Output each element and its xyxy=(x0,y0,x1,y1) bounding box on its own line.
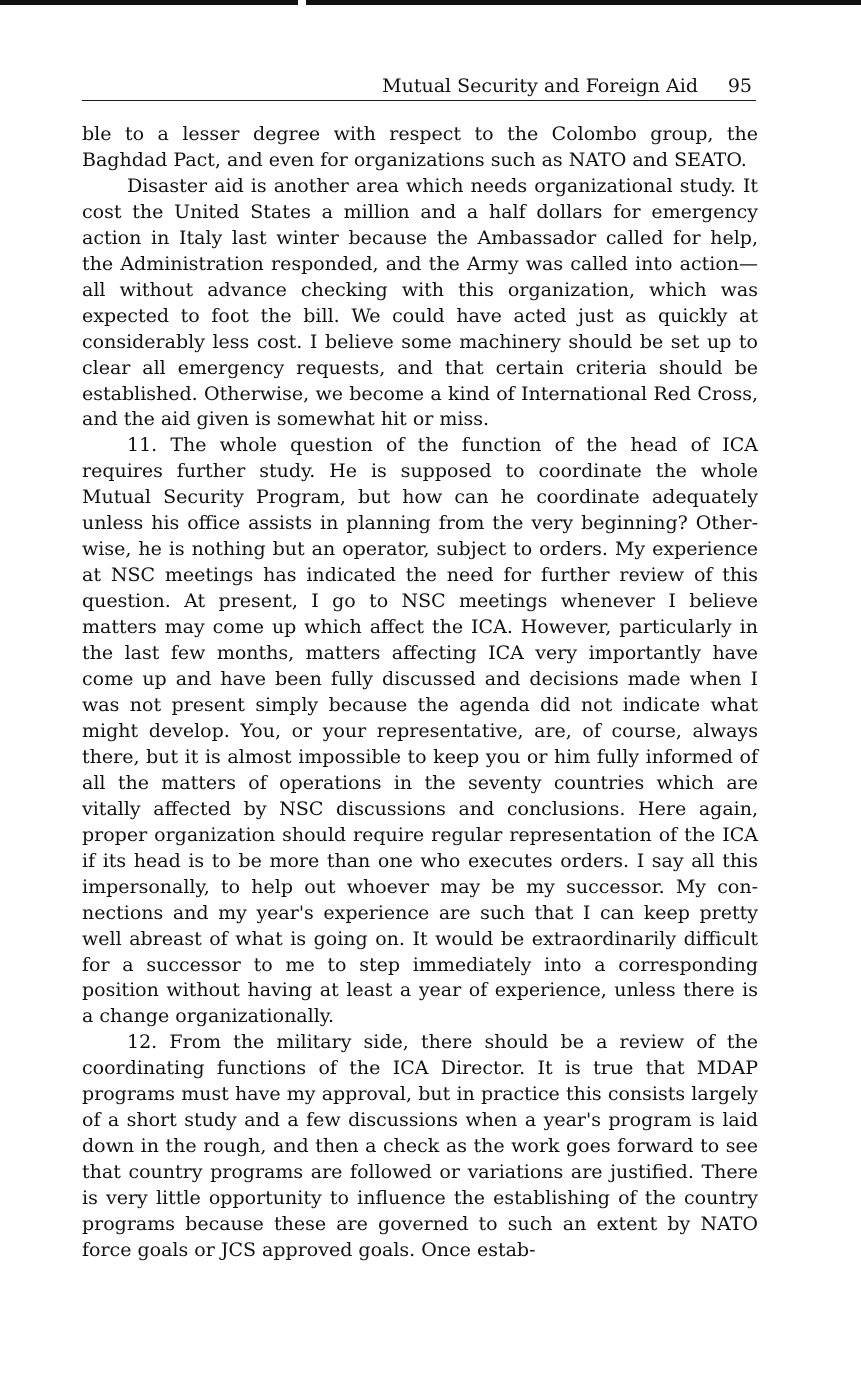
body-text xyxy=(82,122,758,1264)
paragraph-item-11: 11. The whole question of the function of the head of ICA requires further study. He is supposed to coordinate the whole Mutual Security Program, but how can he coordinate adequately unless his office assists in planning from the very beginning? Otherwise, he is nothing but an operator, subject to orders. My experience at NSC meetings has indicated the need for further review of this question. At present, I go to NSC meetings whenever I believe matters may come up which affect the ICA. However, particularly in the last few months, matters affecting ICA very importantly have come up and have been fully discussed and decisions made when I was not present simply because the agenda did not indicate what might develop. You, or your representative, are, of course, always there, but it is almost impossible to keep you or him fully informed of all the matters of operations in the seventy countries which are vitally affected by NSC discussions and conclusions. Here again, proper organization should require regular representation of the ICA if its head is to be more than one who executes orders. I say all this impersonally, to help out whoever may be my successor. My connections and my year's experience are such that I can keep pretty well abreast of what is going on. It would be extraordinarily difficult for a successor to me to step immediately into a corresponding position without having at least a year of experience, unless there is a change organizationally. xyxy=(82,434,758,1028)
running-head xyxy=(82,74,756,101)
running-title: Mutual Security and Foreign Aid xyxy=(382,75,698,97)
paragraph-item-12: 12. From the military side, there should be a review of the coordinating functions of the ICA Director. It is true that MDAP programs must have my approval, but in practice this consists largely of a short study and a few discussions when a year's program is laid down in the rough, and then a check as the work goes forward to see that country programs are followed or variations are justified. There is very little opportunity to influence the establishing of the country programs because these are governed to such an extent by NATO force goals or JCS approved goals. Once estab- xyxy=(82,1031,758,1261)
paragraph-continued: ble to a lesser degree with respect to the Colombo group, the Baghdad Pact, and even for organizations such as NATO and SEATO. xyxy=(82,123,758,171)
top-edge-rule xyxy=(0,0,861,5)
page-number: 95 xyxy=(727,75,752,97)
top-edge-rule-gap xyxy=(298,0,306,5)
paragraph-disaster-aid: Disaster aid is another area which needs organizational study. It cost the United States a million and a half dollars for emergency action in Italy last winter because the Ambassador called for help, the Administration responded, and the Army was called into action—all without advance checking with this organization, which was expected to foot the bill. We could have acted just as quickly at considerably less cost. I believe some machinery should be set up to clear all emergency requests, and that certain criteria should be established. Otherwise, we become a kind of International Red Cross, and the aid given is somewhat hit or miss. xyxy=(82,174,758,431)
